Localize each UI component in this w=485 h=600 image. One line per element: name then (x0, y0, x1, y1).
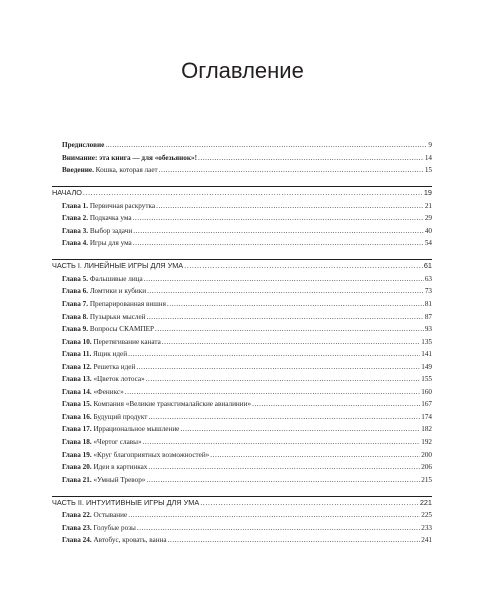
dot-leader (125, 386, 421, 399)
toc-chapter-entry[interactable] (52, 323, 432, 336)
toc-entry-warning[interactable] (52, 152, 432, 165)
chapter-title: Компания «Великие трансгималайские авиалинии» (93, 400, 252, 409)
toc-chapter-entry[interactable] (52, 212, 432, 225)
chapter-label: Глава 7. (62, 300, 89, 309)
toc-page-number: 149 (421, 362, 432, 371)
toc-page-number: 14 (424, 153, 432, 162)
toc-chapter-entry[interactable] (52, 361, 432, 374)
toc-page-number: 29 (424, 214, 432, 223)
chapter-label: Глава 6. (62, 287, 89, 296)
toc-page-number: 206 (421, 463, 432, 472)
toc-chapter-entry[interactable] (52, 237, 432, 250)
toc-page-number: 155 (421, 375, 432, 384)
chapter-label: Глава 24. (62, 536, 92, 545)
toc-page-number: 182 (421, 425, 432, 434)
chapter-label: Глава 19. (62, 450, 92, 459)
section-heading-label: ЧАСТЬ I. ЛИНЕЙНЫЕ ИГРЫ ДЛЯ УМА (52, 261, 184, 271)
toc-page-number: 9 (428, 141, 432, 149)
toc-page-number: 19 (423, 188, 432, 198)
dot-leader (105, 139, 427, 152)
chapter-title: «Чертог славы» (93, 438, 142, 447)
toc-entry-label: Введение. (62, 166, 94, 175)
chapter-label: Глава 17. (62, 425, 92, 434)
dot-leader (143, 436, 421, 449)
chapter-title: Иррациональное мышление (93, 425, 180, 434)
chapter-title: Игры для ума (89, 239, 132, 248)
chapter-label: Глава 22. (62, 511, 92, 520)
toc-entry-preface[interactable] (52, 139, 432, 152)
dot-leader (180, 423, 420, 436)
dot-leader (128, 509, 420, 522)
chapter-title: Пузырьки мыслей (89, 312, 146, 321)
chapter-label: Глава 13. (62, 375, 92, 384)
chapter-title: Вопросы СКАМПЕР (89, 325, 155, 334)
toc-chapter-entry[interactable] (52, 461, 432, 474)
toc-chapter-entry[interactable] (52, 285, 432, 298)
chapter-title: Голубые розы (93, 523, 136, 532)
chapter-title: Будущий продукт (93, 412, 148, 421)
toc-chapter-entry[interactable] (52, 534, 432, 547)
dot-leader (146, 373, 421, 386)
toc-chapter-entry[interactable] (52, 398, 432, 411)
dot-leader (167, 298, 424, 311)
dot-leader (133, 212, 424, 225)
chapter-label: Глава 10. (62, 337, 92, 346)
dot-leader (200, 497, 419, 510)
chapter-label: Глава 15. (62, 400, 92, 409)
toc-page-number: 167 (421, 400, 432, 409)
toc-page-number: 21 (424, 201, 432, 210)
table-of-contents (52, 139, 432, 547)
chapter-title: Первичная раскрутка (89, 201, 156, 210)
chapter-label: Глава 5. (62, 274, 89, 283)
section-heading-label: НАЧАЛО (52, 188, 82, 198)
dot-leader (162, 336, 420, 349)
toc-page-number: 192 (421, 438, 432, 447)
toc-page-number: 221 (419, 497, 432, 507)
toc-page-number: 233 (421, 523, 432, 532)
chapter-label: Глава 4. (62, 239, 89, 248)
toc-page-number: 241 (421, 536, 432, 545)
toc-entry-title: Кошка, которая лает (95, 166, 158, 175)
dot-leader (148, 461, 420, 474)
page-title: Оглавление (181, 58, 304, 83)
dot-leader (144, 273, 424, 286)
toc-page-number: 73 (424, 287, 432, 296)
chapter-title: Остывание (93, 511, 128, 520)
chapter-title: Ящик идей (93, 350, 128, 359)
chapter-label: Глава 3. (62, 226, 89, 235)
dot-leader (83, 187, 423, 200)
toc-section-heading[interactable] (52, 260, 432, 273)
toc-entry-label: Внимание: эта книга — для «обезьянок»! (62, 153, 198, 162)
toc-page-number: 160 (421, 387, 432, 396)
dot-leader (159, 164, 424, 177)
toc-chapter-entry[interactable] (52, 373, 432, 386)
chapter-title: Выбор задачи (89, 226, 133, 235)
toc-chapter-entry[interactable] (52, 436, 432, 449)
toc-chapter-entry[interactable] (52, 449, 432, 462)
toc-section-heading[interactable] (52, 497, 432, 510)
chapter-label: Глава 18. (62, 438, 92, 447)
toc-chapter-entry[interactable] (52, 348, 432, 361)
toc-page-number: 141 (421, 350, 432, 359)
dot-leader (133, 225, 424, 238)
chapter-title: Ломтики и кубики (89, 287, 147, 296)
dot-leader (128, 348, 420, 361)
chapter-title: Перетягивание каната (93, 337, 161, 346)
toc-entry-label: Предисловие (62, 141, 105, 149)
chapter-title: «Цветок лотоса» (93, 375, 145, 384)
toc-page-number: 61 (423, 261, 432, 271)
toc-chapter-entry[interactable] (52, 411, 432, 424)
chapter-title: Идеи в картинках (93, 463, 148, 472)
toc-page-number: 135 (421, 337, 432, 346)
dot-leader (252, 398, 420, 411)
chapter-title: «Феникс» (93, 387, 124, 396)
toc-chapter-entry[interactable] (52, 273, 432, 286)
toc-chapter-entry[interactable] (52, 311, 432, 324)
chapter-title: Подкачка ума (89, 214, 132, 223)
chapter-label: Глава 16. (62, 412, 92, 421)
toc-section-heading[interactable] (52, 187, 432, 200)
toc-chapter-entry[interactable] (52, 386, 432, 399)
dot-leader (147, 311, 424, 324)
chapter-label: Глава 9. (62, 325, 89, 334)
section-heading-label: ЧАСТЬ II. ИНТУИТИВНЫЕ ИГРЫ ДЛЯ УМА (52, 497, 200, 507)
chapter-label: Глава 8. (62, 312, 89, 321)
chapter-label: Глава 2. (62, 214, 89, 223)
toc-page-number: 225 (421, 511, 432, 520)
chapter-title: «Умный Тревор» (93, 475, 146, 484)
dot-leader (147, 285, 424, 298)
toc-chapter-entry[interactable] (52, 225, 432, 238)
dot-leader (133, 237, 424, 250)
toc-chapter-entry[interactable] (52, 200, 432, 213)
chapter-label: Глава 14. (62, 387, 92, 396)
toc-page-number: 40 (424, 226, 432, 235)
dot-leader (198, 152, 424, 165)
dot-leader (136, 361, 420, 374)
toc-chapter-entry[interactable] (52, 474, 432, 487)
toc-chapter-entry[interactable] (52, 423, 432, 436)
toc-page-number: 93 (424, 325, 432, 334)
toc-page-number: 200 (421, 450, 432, 459)
chapter-title: Препарированная вишня (89, 300, 166, 309)
chapter-label: Глава 1. (62, 201, 89, 210)
chapter-title: Автобус, кровать, ванна (93, 536, 167, 545)
dot-leader (210, 449, 420, 462)
toc-entry-introduction[interactable] (52, 164, 432, 177)
toc-page-number: 63 (424, 274, 432, 283)
toc-chapter-entry[interactable] (52, 522, 432, 535)
dot-leader (148, 411, 420, 424)
toc-chapter-entry[interactable] (52, 509, 432, 522)
chapter-label: Глава 11. (62, 350, 92, 359)
chapter-label: Глава 20. (62, 463, 92, 472)
toc-page-number: 81 (424, 300, 432, 309)
toc-page-number: 215 (421, 475, 432, 484)
dot-leader (184, 260, 423, 273)
toc-page-number: 15 (424, 166, 432, 175)
chapter-label: Глава 21. (62, 475, 92, 484)
toc-page-number: 174 (421, 412, 432, 421)
dot-leader (146, 474, 420, 487)
toc-chapter-entry[interactable] (52, 298, 432, 311)
toc-page-number: 54 (424, 239, 432, 248)
dot-leader (156, 200, 424, 213)
chapter-title: Решетка идей (93, 362, 136, 371)
toc-chapter-entry[interactable] (52, 336, 432, 349)
chapter-label: Глава 12. (62, 362, 92, 371)
dot-leader (137, 522, 420, 535)
chapter-title: «Круг благоприятных возможностей» (93, 450, 210, 459)
chapter-label: Глава 23. (62, 523, 92, 532)
toc-page-number: 87 (424, 312, 432, 321)
chapter-title: Фальшивые лица (89, 274, 143, 283)
dot-leader (155, 323, 424, 336)
dot-leader (168, 534, 421, 547)
